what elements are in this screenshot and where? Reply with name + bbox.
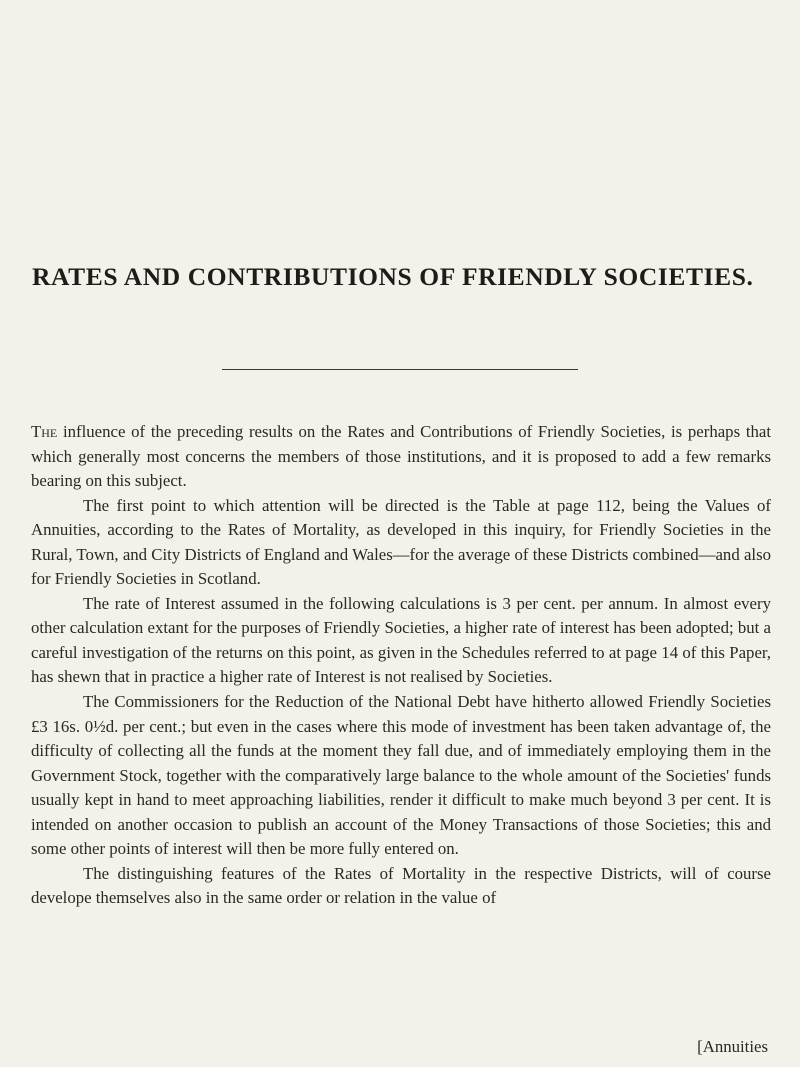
paragraph-5: The distinguishing features of the Rates of Mortality in the respective Districts, will of course develope themselves also in the same order or relation in the value of — [31, 863, 771, 908]
title-divider — [222, 369, 578, 370]
paragraph-3: The rate of Interest assumed in the following calculations is 3 per cent. per annum. In almost every other calculation extant for the purposes of Friendly Societies, a higher rate of interest has been adopted; but a careful investigation of the returns on this point, as given in the Schedules referred to at page 14 of this Paper, has shewn that in practice a higher rate of Interest is not realised by Societies. — [31, 593, 771, 687]
page-title: RATES AND CONTRIBUTIONS OF FRIENDLY SOCIETIES. — [32, 262, 754, 291]
body-text — [31, 420, 771, 911]
paragraph-2: The first point to which attention will be directed is the Table at page 112, being the Values of Annuities, according to the Rates of Mortality, as developed in this inquiry, for Friendly Societies in the Rural, Town, and City Districts of England and Wales—for the average of these Districts combined—and also for Friendly Societies in Scotland. — [31, 495, 771, 589]
paragraph-1-text: influence of the preceding results on the Rates and Contributions of Friendly Societies, is perhaps that which generally most concerns the members of those institutions, and it is proposed to add a few remarks bearing on this subject. — [31, 422, 771, 491]
catchword: [Annuities — [697, 1037, 768, 1056]
paragraph-4: The Commissioners for the Reduction of the National Debt have hitherto allowed Friendly Societies £3 16s. 0½d. per cent.; but even in the cases where this mode of investment has been taken advantage of, the difficulty of collecting all the funds at the moment they fall due, and of immediately employing them in the Government Stock, together with the comparatively large balance to the whole amount of the Societies' funds usually kept in hand to meet approaching liabilities, render it difficult to make much beyond 3 per cent. It is intended on another occasion to publish an account of the Money Transactions of those Societies; this and some other points of interest will then be more fully entered on. — [31, 692, 771, 859]
paragraph-1 — [31, 420, 771, 494]
paragraph-lead-word: The — [31, 422, 58, 441]
